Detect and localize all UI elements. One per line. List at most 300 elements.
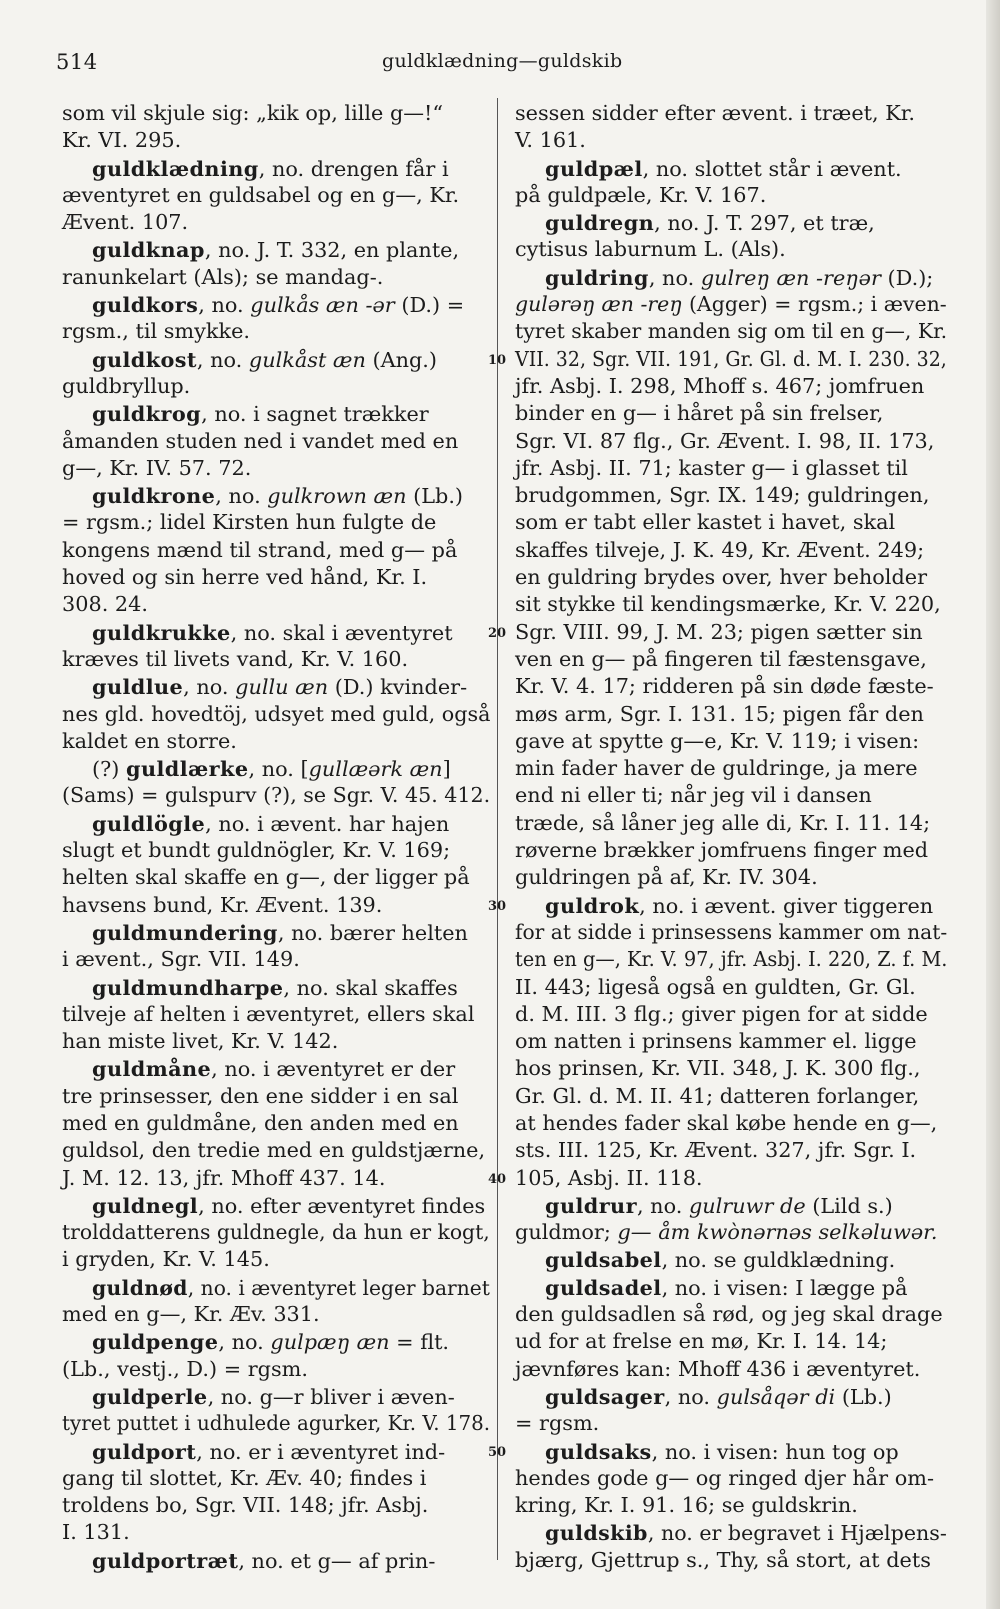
phonetic-form: gulkrown æn [267, 484, 407, 509]
text-line-content [62, 1301, 320, 1328]
text-line-content [62, 564, 427, 591]
text-line-content [515, 810, 930, 837]
headword: guldrok [545, 892, 640, 918]
text-line [62, 673, 490, 700]
text-line [62, 455, 490, 482]
headword: guldkors [92, 292, 199, 318]
entry-text: sts. III. 125, Kr. Ævent. 327, jfr. Sgr. I. [515, 1138, 917, 1163]
text-line [62, 1492, 490, 1519]
text-line [62, 974, 490, 1001]
text-line [62, 810, 490, 837]
text-line-content [62, 100, 443, 127]
entry-text: d. M. III. 3 flg.; giver pigen for at sidde [515, 1001, 928, 1026]
entry-text: min fader haver de guldringe, ja mere [515, 756, 918, 781]
text-line-content [62, 1001, 474, 1028]
text-line-content [545, 1438, 899, 1466]
text-line [515, 864, 947, 891]
headword: guldportræt [92, 1547, 239, 1573]
text-line [515, 755, 947, 782]
text-line [515, 127, 947, 154]
text-line-content [62, 182, 459, 209]
text-line-content [92, 482, 463, 510]
text-line-content [545, 1192, 893, 1220]
text-line [62, 346, 490, 373]
text-line [515, 1165, 947, 1192]
text-line-content [515, 509, 895, 536]
entry-text: , no. i visen: hun tog op [651, 1439, 899, 1464]
text-line [515, 646, 947, 673]
text-line [515, 1246, 947, 1273]
text-line [515, 236, 947, 263]
entry-text: Kr. V. 4. 17; ridderen på sin døde fæste- [515, 674, 934, 699]
text-line [62, 1465, 490, 1492]
entry-text: Sgr. VI. 87 flg., Gr. Ævent. I. 98, II. 173, [515, 428, 935, 453]
text-line [62, 1383, 490, 1410]
headword: guldsabel [545, 1247, 662, 1273]
entry-text: , no. [196, 347, 249, 372]
text-line-content [545, 1246, 895, 1274]
text-line-content [515, 482, 929, 509]
text-line-content [62, 428, 458, 455]
text-line [515, 1328, 947, 1355]
text-line [515, 346, 947, 373]
text-line [62, 400, 490, 427]
entry-text: , no. se guldklædning. [661, 1248, 896, 1273]
text-line [62, 373, 490, 400]
text-line [515, 673, 947, 700]
entry-text: som vil skjule sig: „kik op, lille g—!“ [62, 101, 444, 125]
text-line-content [515, 1028, 917, 1055]
text-line [515, 400, 947, 427]
text-line-content [62, 1519, 130, 1546]
text-line [515, 509, 947, 536]
text-line [62, 564, 490, 591]
text-line-content [92, 919, 468, 947]
entry-text: at hendes fader skal købe hende en g—, [515, 1110, 938, 1135]
text-line-content [92, 1383, 455, 1411]
headword: guldlue [92, 674, 184, 700]
text-line-content [62, 1028, 338, 1055]
text-line-content [545, 1383, 892, 1411]
text-line [515, 619, 947, 646]
text-line-content [62, 318, 250, 345]
text-line [62, 1438, 490, 1465]
headword: guldsager [545, 1383, 665, 1409]
text-line [62, 619, 490, 646]
text-line [62, 127, 490, 154]
entry-text: = rgsm.; lidel Kirsten hun fulgte de [62, 510, 437, 535]
text-line [62, 892, 490, 919]
headword: guldmundering [92, 919, 278, 945]
text-line [62, 1356, 490, 1383]
entry-text: , no. J. T. 297, et træ, [654, 211, 875, 236]
text-line-content [515, 318, 947, 345]
text-line [62, 236, 490, 263]
text-line-content [62, 455, 251, 482]
text-line-content [515, 291, 947, 318]
text-line-content [515, 591, 941, 618]
headword: guldrur [545, 1192, 637, 1218]
text-line-content [62, 728, 237, 755]
entry-text: (Lb.) [406, 484, 464, 509]
text-line [515, 1465, 947, 1492]
page-number: 514 [56, 50, 98, 74]
text-line [515, 1219, 947, 1246]
entry-text: kring, Kr. I. 91. 16; se guldskrin. [515, 1493, 858, 1518]
entry-text: (Agger) = rgsm.; i æven- [682, 292, 947, 317]
text-line-content [62, 892, 382, 919]
entry-text: 308. 24. [62, 592, 148, 617]
text-line-content [62, 1219, 490, 1246]
text-line [62, 1028, 490, 1055]
text-line [515, 946, 947, 973]
text-line-content [515, 1219, 937, 1246]
text-line-content [62, 373, 190, 400]
entry-text: , no. drengen får i [258, 156, 449, 181]
text-line-content [92, 155, 449, 183]
entry-text: skaffes tilveje, J. K. 49, Kr. Ævent. 249; [515, 537, 925, 562]
text-line [62, 182, 490, 209]
text-line [515, 1519, 947, 1546]
entry-text: æventyret en guldsabel og en g—, Kr. [62, 182, 460, 207]
entry-text: guldbryllup. [62, 373, 191, 398]
text-line-content [515, 946, 947, 973]
text-line [62, 728, 490, 755]
entry-text: ven en g— på fingeren til fæstensgave, [515, 646, 927, 671]
text-line [62, 1110, 490, 1137]
entry-text: Sgr. VIII. 99, J. M. 23; pigen sætter sin [515, 619, 923, 644]
text-line-content [515, 1110, 937, 1137]
headword: guldpenge [92, 1329, 219, 1355]
phonetic-form: gulruwr de [688, 1193, 806, 1218]
headword: guldkrone [92, 483, 216, 509]
text-line-content [62, 782, 490, 809]
entry-text: slugt et bundt guldnögler, Kr. V. 169; [62, 838, 451, 863]
text-line [515, 318, 947, 345]
entry-text: havsens bund, Kr. Ævent. 139. [62, 892, 383, 917]
entry-text: hendes gode g— og ringed djer hår om- [515, 1465, 934, 1490]
text-line-content [515, 127, 586, 154]
entry-text: , no. [ [248, 757, 309, 782]
entry-text: , no. [664, 1384, 717, 1409]
text-line [62, 291, 490, 318]
text-line-content [515, 646, 927, 673]
text-line [62, 1001, 490, 1028]
entry-text: røverne brækker jomfruens finger med [515, 838, 929, 863]
text-line-content [62, 264, 383, 291]
phonetic-form: gulpæŋ æn [270, 1330, 390, 1355]
text-line [62, 1055, 490, 1082]
headword: guldregn [545, 210, 655, 236]
text-line-content [545, 209, 875, 237]
text-line-content [545, 1519, 947, 1547]
line-number: 30 [487, 899, 507, 915]
entry-text: , no. i æventyret leger barnet [187, 1275, 490, 1300]
entry-text: kræves til livets vand, Kr. V. 160. [62, 646, 409, 671]
text-line-content [62, 591, 148, 618]
entry-text: I. 131. [62, 1520, 130, 1545]
entry-text: trolddatterens guldnegle, da hun er kogt, [62, 1220, 490, 1245]
text-line-content [62, 1165, 385, 1192]
text-line [515, 782, 947, 809]
entry-text: i gryden, Kr. V. 145. [62, 1247, 270, 1272]
text-line [515, 1192, 947, 1219]
entry-text: (D.) = [394, 293, 465, 318]
headword: guldnød [92, 1274, 188, 1300]
text-line-content [62, 1410, 490, 1437]
text-line-content [92, 1055, 455, 1083]
entry-text: for at sidde i prinsessens kammer om nat- [515, 919, 948, 944]
line-number: 20 [487, 626, 507, 642]
text-line-content [545, 1274, 908, 1302]
text-line [515, 1410, 947, 1437]
text-line-content [515, 1410, 599, 1437]
entry-text: binder en g— i håret på sin frelser, [515, 401, 884, 426]
entry-text: guldsol, den tredie med en guldstjærne, [62, 1138, 486, 1163]
entry-text: (Lild s.) [805, 1193, 893, 1218]
entry-text: Ævent. 107. [62, 210, 189, 235]
entry-text: V. 161. [515, 128, 586, 153]
text-line [62, 1301, 490, 1328]
column-divider [497, 98, 498, 1560]
entry-text: (Lb.) [835, 1384, 892, 1409]
text-line [515, 810, 947, 837]
text-line-content [515, 1083, 919, 1110]
text-line [515, 428, 947, 455]
phonetic-form: gulsåqər di [716, 1384, 836, 1409]
text-line-content [62, 127, 181, 154]
entry-text: kongens mænd til strand, med g— på [62, 537, 458, 562]
entry-text: gave at spytte g—e, Kr. V. 119; i visen: [515, 728, 920, 753]
text-line [515, 155, 947, 182]
text-line [515, 1274, 947, 1301]
text-line-content [515, 182, 766, 209]
text-line-content [515, 782, 872, 809]
text-line-content [92, 346, 437, 374]
entry-text: om natten i prinsens kammer el. ligge [515, 1029, 917, 1054]
text-line [62, 264, 490, 291]
text-line-content [62, 646, 408, 673]
entry-text: brudgommen, Sgr. IX. 149; guldringen, [515, 483, 930, 508]
entry-text: kaldet en storre. [62, 728, 237, 753]
text-line-content [92, 619, 453, 647]
text-line [62, 509, 490, 536]
text-line-content [62, 837, 450, 864]
entry-text: , no. i ævent. giver tiggeren [639, 893, 934, 918]
entry-text: jfr. Asbj. I. 298, Mhoff s. 467; jomfruen [515, 373, 925, 398]
text-line [515, 1438, 947, 1465]
text-line-content [62, 1492, 428, 1519]
phonetic-form: gullu æn [235, 675, 329, 700]
text-line-content [515, 564, 927, 591]
headword: guldkrukke [92, 619, 231, 645]
entry-text: den guldsadlen så rød, og jeg skal drage [515, 1302, 943, 1327]
text-line-content [62, 946, 300, 973]
entry-text: Gr. Gl. d. M. II. 41; datteren forlanger, [515, 1083, 920, 1108]
text-line-content [92, 1328, 449, 1356]
headword: guldknap [92, 237, 205, 263]
entry-text: som er tabt eller kastet i havet, skal [515, 510, 896, 535]
text-line [515, 1110, 947, 1137]
text-line [62, 1246, 490, 1273]
text-line [515, 728, 947, 755]
text-line-content [515, 1301, 943, 1328]
text-line-content [92, 1192, 485, 1220]
text-line [515, 701, 947, 728]
text-line [515, 1383, 947, 1410]
entry-text: , no. i æventyret er der [211, 1057, 456, 1082]
text-line [62, 837, 490, 864]
entry-text: på guldpæle, Kr. V. 167. [515, 182, 767, 207]
text-line-content [515, 455, 908, 482]
entry-text: troldens bo, Sgr. VII. 148; jfr. Asbj. [62, 1493, 429, 1518]
entry-text: , no. J. T. 332, en plante, [204, 238, 460, 263]
page-header [56, 50, 956, 80]
text-line [62, 1410, 490, 1437]
entry-text: , no. i ævent. har hajen [205, 811, 450, 836]
text-line-content [515, 864, 818, 891]
text-line-content [62, 1465, 426, 1492]
text-line-content [515, 1165, 703, 1192]
text-line [62, 1274, 490, 1301]
entry-text: tre prinsesser, den ene sidder i en sal [62, 1083, 459, 1108]
text-line-content [545, 155, 902, 183]
entry-text: hos prinsen, Kr. VII. 348, J. K. 300 flg., [515, 1056, 921, 1081]
entry-text: jfr. Asbj. II. 71; kaster g— i glasset til [515, 455, 908, 480]
entry-text: cytisus laburnum L. (Als). [515, 237, 786, 262]
text-line [515, 1356, 947, 1383]
text-line [62, 1219, 490, 1246]
text-line-content [62, 1083, 458, 1110]
text-line [62, 755, 490, 782]
text-line-content [92, 1438, 445, 1466]
text-line-content [92, 291, 464, 319]
entry-text: i ævent., Sgr. VII. 149. [62, 947, 300, 972]
text-line-content [62, 537, 457, 564]
text-line-content [92, 400, 429, 428]
entry-text: guldringen på af, Kr. IV. 304. [515, 865, 818, 890]
headword: guldlögle [92, 810, 206, 836]
text-line [62, 1192, 490, 1219]
entry-text: bjærg, Gjettrup s., Thy, så stort, at dets [515, 1547, 931, 1572]
text-line [515, 373, 947, 400]
entry-text: (Lb., vestj., D.) = rgsm. [62, 1356, 308, 1381]
entry-text: møs arm, Sgr. I. 131. 15; pigen får den [515, 701, 924, 726]
entry-text: = rgsm. [515, 1411, 600, 1436]
line-number: 40 [487, 1172, 507, 1188]
text-line [62, 1519, 490, 1546]
headword: guldsaks [545, 1438, 652, 1464]
entry-text: åmanden studen ned i vandet med en [62, 428, 459, 453]
text-line [62, 155, 490, 182]
text-line-content [515, 1055, 921, 1082]
entry-text: = flt. [389, 1330, 450, 1355]
entry-text: J. M. 12. 13, jfr. Mhoff 437. 14. [62, 1165, 386, 1190]
entry-text: jævnføres kan: Mhoff 436 i æventyret. [515, 1356, 921, 1381]
text-line [62, 1165, 490, 1192]
text-line [515, 1301, 947, 1328]
entry-text: end ni eller ti; når jeg vil i dansen [515, 783, 872, 808]
entry-text: træde, så låner jeg alle di, Kr. I. 11. 14; [515, 810, 931, 835]
text-line [62, 591, 490, 618]
right-column [515, 100, 947, 1574]
text-line-content [92, 1274, 490, 1302]
text-line-content [515, 236, 786, 263]
text-line-content [515, 701, 924, 728]
text-line-content [515, 428, 934, 455]
text-line [515, 264, 947, 291]
text-line [515, 1492, 947, 1519]
line-number: 50 [487, 1445, 507, 1461]
entry-text: ranunkelart (Als); se mandag-. [62, 264, 384, 289]
text-line-content [62, 1356, 308, 1383]
text-line [515, 537, 947, 564]
entry-text: (D.); [880, 265, 934, 290]
text-line-content [515, 1137, 916, 1164]
text-line [62, 1137, 490, 1164]
text-line-content [92, 974, 458, 1002]
text-line-content [515, 537, 924, 564]
entry-text: , no. i sagnet trækker [201, 402, 429, 427]
entry-text: g—, Kr. IV. 57. 72. [62, 455, 252, 480]
text-line [515, 837, 947, 864]
text-line-content [62, 1110, 459, 1137]
text-line [62, 537, 490, 564]
text-line [515, 455, 947, 482]
text-line-content [62, 509, 436, 536]
entry-text: rgsm., til smykke. [62, 319, 251, 344]
text-line [62, 864, 490, 891]
text-line [515, 482, 947, 509]
text-line-content [515, 1001, 928, 1028]
text-line-content [92, 673, 467, 701]
text-line [515, 209, 947, 236]
entry-text: , no. [648, 265, 701, 290]
text-line-content [62, 209, 188, 236]
text-line-content [515, 837, 928, 864]
text-line [515, 919, 947, 946]
text-line [515, 182, 947, 209]
text-line-content [515, 974, 916, 1001]
text-line [515, 100, 947, 127]
line-number: 10 [487, 353, 507, 369]
entry-text: , no. skal i æventyret [230, 620, 453, 645]
text-line-content [515, 619, 923, 646]
phonetic-form: gulkås æn -ər [250, 293, 395, 318]
headword: guldkost [92, 346, 197, 372]
headword: guldkrog [92, 401, 202, 427]
entry-text: tyret skaber manden sig om til en g—, Kr. [515, 319, 948, 344]
entry-text: ] [442, 757, 451, 782]
text-line-content [515, 346, 947, 373]
text-line-content [545, 264, 933, 292]
text-line [62, 946, 490, 973]
text-line-content [62, 864, 470, 891]
headword: guldmåne [92, 1056, 212, 1082]
entry-text: gang til slottet, Kr. Æv. 40; findes i [62, 1465, 427, 1490]
text-line [62, 919, 490, 946]
entry-text: med en guldmåne, den anden med en [62, 1110, 459, 1135]
text-line-content [515, 673, 934, 700]
page-edge [986, 0, 1000, 1609]
phonetic-form: g— åm kwònərnəs selkəluwər. [617, 1220, 938, 1245]
text-line-content [515, 728, 919, 755]
text-line-content [515, 919, 947, 946]
entry-text: , no. er i æventyret ind- [196, 1439, 446, 1464]
entry-text: , no. efter æventyret findes [198, 1193, 486, 1218]
text-line-content [92, 755, 451, 783]
text-line [62, 209, 490, 236]
